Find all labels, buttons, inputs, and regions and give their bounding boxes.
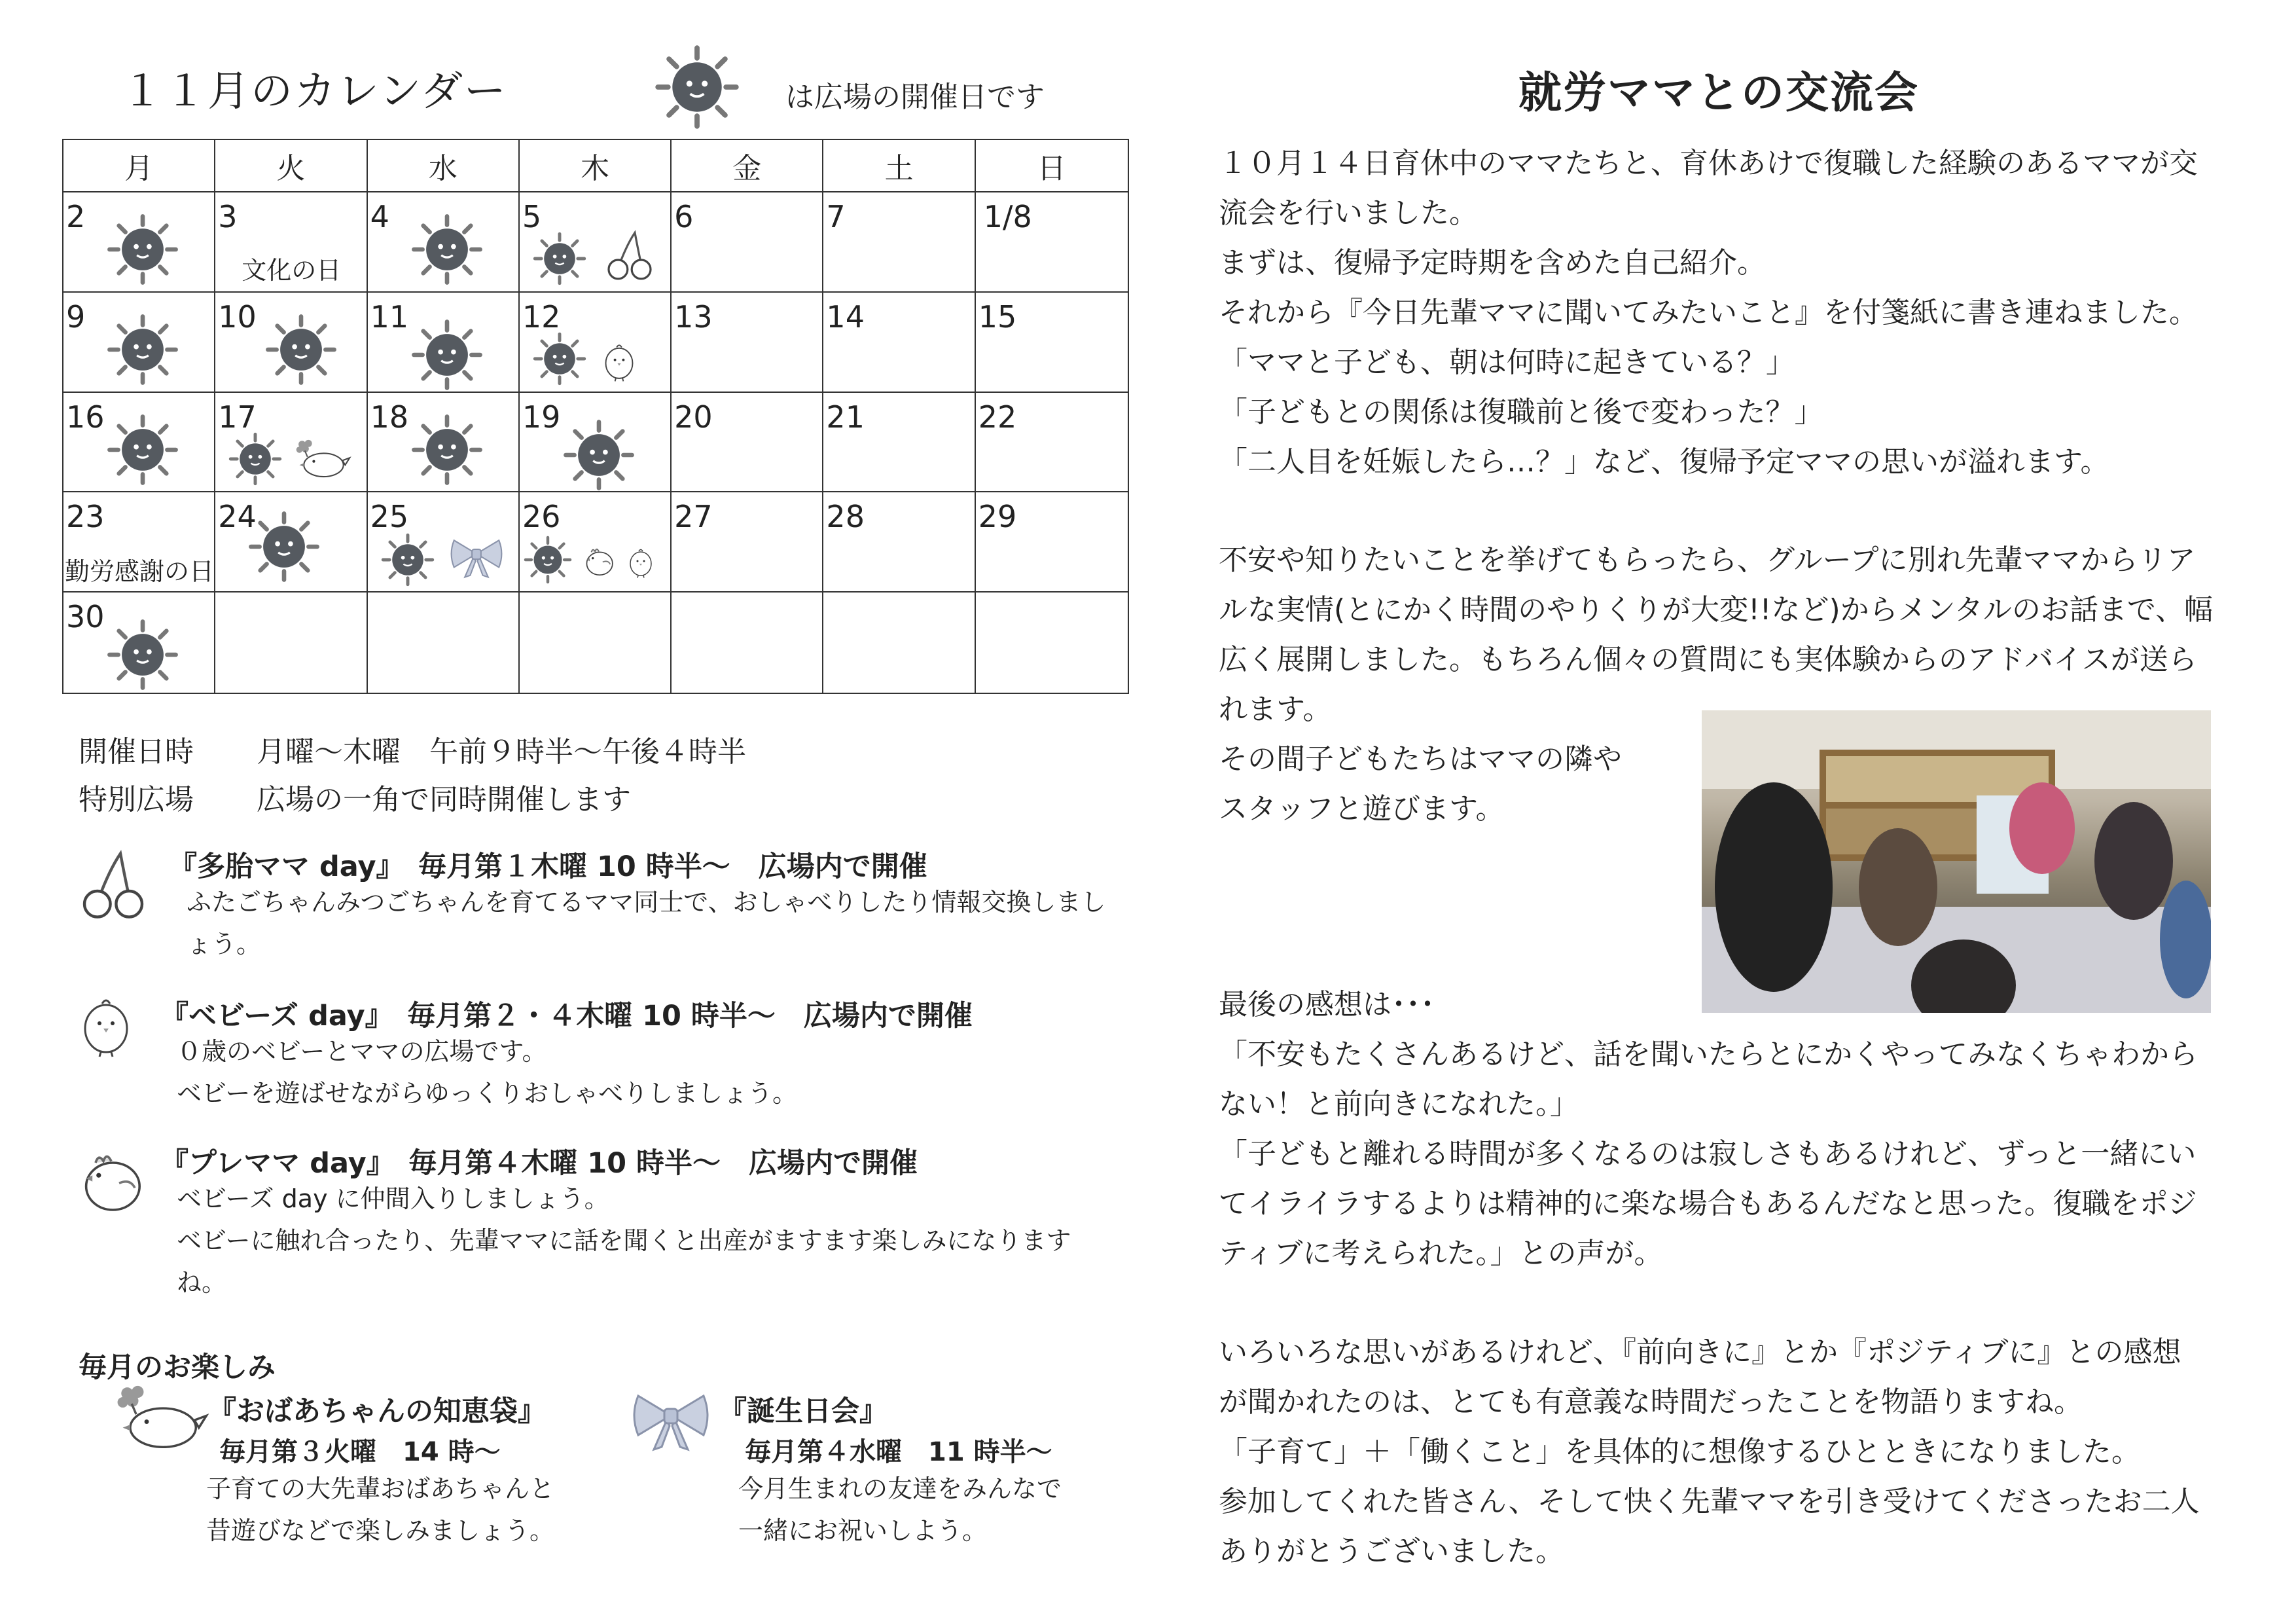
day-cell [976,192,1128,293]
sun-icon [107,213,179,285]
day-number: 10 [218,299,257,335]
article-line: ない！と前向きになれた。」 [1219,1087,1579,1121]
hen-icon [580,541,618,579]
article-line: 流会を行いました。 [1219,196,1478,230]
day-cell [672,393,823,493]
day-number: 30 [66,599,105,635]
chick-icon [73,989,139,1061]
day-cell [215,593,367,693]
day-number: 5 [522,199,542,234]
day-number: 26 [522,499,561,535]
article-line: まずは、復帰予定時期を含めた自己紹介。 [1219,246,1766,280]
sun-icon [107,314,179,386]
article-line: いろいろな思いがあるけれど、『前向きに』とか『ポジティブに』との感想 [1219,1336,2181,1369]
sun-icon [265,314,337,386]
weekday-sat: 土 [823,140,975,192]
sun-icon [411,319,483,391]
day-cell [520,492,672,593]
weekday-tue: 火 [215,140,367,192]
day-cell [823,593,975,693]
day-cell [368,593,520,693]
article-line: １０月１４日育休中のママたちと、育休あけで復職した経験のあるママが交 [1219,147,2198,180]
event-line: ふたごちゃんみつごちゃんを育てるママ同士で、おしゃべりしたり情報交換しまし [187,888,1106,917]
event-line: ０歳のベビーとママの広場です。 [177,1037,547,1066]
day-cell [520,393,672,493]
article-line: 「子どもとの関係は復職前と後で変わった？」 [1219,395,1823,429]
sun-icon [563,419,635,491]
event-line: ょう。 [187,930,262,958]
day-cell [976,593,1128,693]
day-number: 12 [522,299,561,335]
day-cell [63,393,215,493]
hours-label: 開催日時 [79,735,194,769]
calendar-grid [62,139,1129,694]
article-line: 「ママと子ども、朝は何時に起きている？」 [1219,346,1795,379]
event-line: ね。 [177,1268,227,1297]
sun-icon [381,533,435,587]
sun-icon [524,536,572,584]
event-title-premama: 『プレママ day』 毎月第４木曜 10 時半～ 広場内で開催 [160,1147,918,1180]
bird-icon [289,436,351,483]
birthday-body [738,1468,1062,1552]
day-cell [520,192,672,293]
article-line: ありがとうございました。 [1219,1535,1564,1568]
article-line: てイライラするよりは精神的に楽な場合もあるんだなと思った。復職をポジ [1219,1187,2197,1220]
day-cell [215,393,367,493]
article-line: ティブに考えられた。」との声が。 [1219,1237,1663,1270]
special-value: 広場の一角で同時開催します [257,783,631,816]
day-cell [823,293,975,393]
article-line: 「二人目を妊娠したら…？」など、復帰予定ママの思いが溢れます。 [1219,445,2109,479]
special-label: 特別広場 [79,783,194,816]
hours-value: 月曜～木曜 午前９時半～午後４時半 [257,735,746,769]
day-number: 13 [674,299,713,335]
day-cell [63,593,215,693]
event-body-babies [177,1030,797,1114]
day-number: 3 [218,199,238,234]
weekday-mon: 月 [63,140,215,192]
day-cell [63,293,215,393]
sun-icon [655,45,740,130]
event-line: 今月生まれの友達をみんなで [738,1474,1062,1503]
day-cell [976,293,1128,393]
monthly-heading: 毎月のお楽しみ [79,1351,276,1384]
article-line: 不安や知りたいことを挙げてもらったら、グループに別れ先輩ママからリア [1219,543,2196,577]
weekday-fri: 金 [672,140,823,192]
article-paragraph-3 [1219,980,2198,1279]
event-line: ベビーを遊ばせながらゆっくりおしゃべりしましょう。 [177,1079,798,1108]
article-line: 「不安もたくさんあるけど、話を聞いたらとにかくやってみなくちゃわから [1219,1038,2198,1071]
event-title-babies: 『ベビーズ day』 毎月第２・４木曜 10 時半～ 広場内で開催 [160,1000,973,1032]
day-number: 9 [66,299,86,335]
day-number: 2 [66,199,86,234]
day-cell [215,492,367,593]
day-number: 11 [370,299,409,335]
event-line: 子育ての大先輩おばあちゃんと [206,1474,555,1503]
day-number: 14 [826,299,865,335]
article-paragraph-1 [1219,139,2198,487]
day-number: 19 [522,399,561,435]
day-cell [976,393,1128,493]
day-number: 20 [674,399,713,435]
day-number: 17 [218,399,257,435]
holiday-label: 文化の日 [242,256,342,285]
cherry-icon [77,848,149,920]
day-cell [672,492,823,593]
day-number: 6 [674,199,694,234]
day-number: 1/8 [983,199,1032,234]
sun-icon [411,414,483,486]
day-number: 16 [66,399,105,435]
sun-icon [533,232,586,285]
article-line: れます。 [1219,693,1332,726]
birthday-time: 毎月第４水曜 11 時半～ [745,1437,1052,1467]
day-cell [520,593,672,693]
sun-icon [107,619,179,691]
article-line: 「子どもと離れる時間が多くなるのは寂しさもあるけれど、ずっと一緒にい [1219,1137,2197,1171]
day-cell [215,293,367,393]
article-title: 就労ママとの交流会 [1518,67,1919,118]
article-line: 広く展開しました。もちろん個々の質問にも実体験からのアドバイスが送ら [1219,643,2197,676]
day-number: 23 [66,499,105,535]
day-cell [672,593,823,693]
article-line: その間子どもたちはママの隣や [1219,742,1622,776]
event-line: ベビーズ day に仲間入りしましょう。 [177,1184,609,1213]
article-line: それから『今日先輩ママに聞いてみたいこと』を付箋紙に書き連ねました。 [1219,296,2198,329]
article-line: 参加してくれた皆さん、そして快く先輩ママを引き受けてくださったお二人 [1219,1485,2200,1518]
day-cell [976,492,1128,593]
day-number: 18 [370,399,409,435]
weekday-wed: 水 [368,140,520,192]
weekday-sun: 日 [976,140,1128,192]
sun-icon [107,414,179,486]
hen-icon [72,1139,151,1218]
sun-icon [248,511,320,583]
article-paragraph-4 [1219,1328,2200,1577]
cherry-icon [603,228,656,281]
article-line: 最後の感想は･･･ [1219,988,1435,1021]
event-line: 一緒にお祝いしよう。 [738,1516,988,1545]
day-number: 22 [978,399,1017,435]
ribbon-icon [445,533,508,580]
day-cell [63,492,215,593]
sun-icon [228,432,282,486]
day-cell [672,293,823,393]
event-title-twins: 『多胎ママ day』 毎月第１木曜 10 時半～ 広場内で開催 [169,850,927,883]
chick-icon [624,543,657,580]
day-cell [215,192,367,293]
event-line: ベビーに触れ合ったり、先輩ママに話を聞くと出産がますます楽しみになります [177,1226,1071,1255]
day-cell [672,192,823,293]
day-number: 7 [826,199,846,234]
day-number: 29 [978,499,1017,535]
event-line: 昔遊びなどで楽しみましょう。 [206,1516,555,1545]
day-cell [368,492,520,593]
day-cell [823,192,975,293]
day-cell [823,492,975,593]
weekday-thu: 木 [520,140,672,192]
article-line: が聞かれたのは、とても有意義な時間だったことを物語りますね。 [1219,1385,2083,1419]
calendar-legend: は広場の開催日です [785,81,1045,114]
day-cell [368,293,520,393]
day-cell [63,192,215,293]
ribbon-icon [625,1387,717,1452]
day-cell [823,393,975,493]
day-number: 28 [826,499,865,535]
day-number: 4 [370,199,389,234]
birthday-title: 『誕生日会』 [719,1395,888,1428]
event-body-premama [177,1178,1071,1304]
chick-icon [598,337,640,384]
sun-icon [411,213,483,285]
holiday-label: 勤労感謝の日 [65,557,215,587]
grandma-title: 『おばあちゃんの知恵袋』 [208,1395,546,1428]
article-line: スタッフと遊びます。 [1219,792,1505,826]
article-line: 「子育て」＋「働くこと」を具体的に想像するひとときになりました。 [1219,1435,2140,1468]
sun-icon [533,332,586,386]
calendar-title: １１月のカレンダー [121,67,507,116]
grandma-body [206,1468,554,1552]
day-number: 15 [978,299,1017,335]
article-line: ルな実情(とにかく時間のやりくりが大変!!など)からメンタルのお話まで、幅 [1219,593,2213,627]
day-number: 27 [674,499,713,535]
day-cell [368,192,520,293]
day-number: 25 [370,499,409,535]
event-photo [1702,710,2211,1013]
grandma-time: 毎月第３火曜 14 時～ [219,1437,501,1467]
day-cell [520,293,672,393]
day-cell [368,393,520,493]
day-number: 21 [826,399,865,435]
event-body-twins [187,881,1105,965]
bird-icon [105,1381,209,1456]
day-number: 24 [218,499,257,535]
